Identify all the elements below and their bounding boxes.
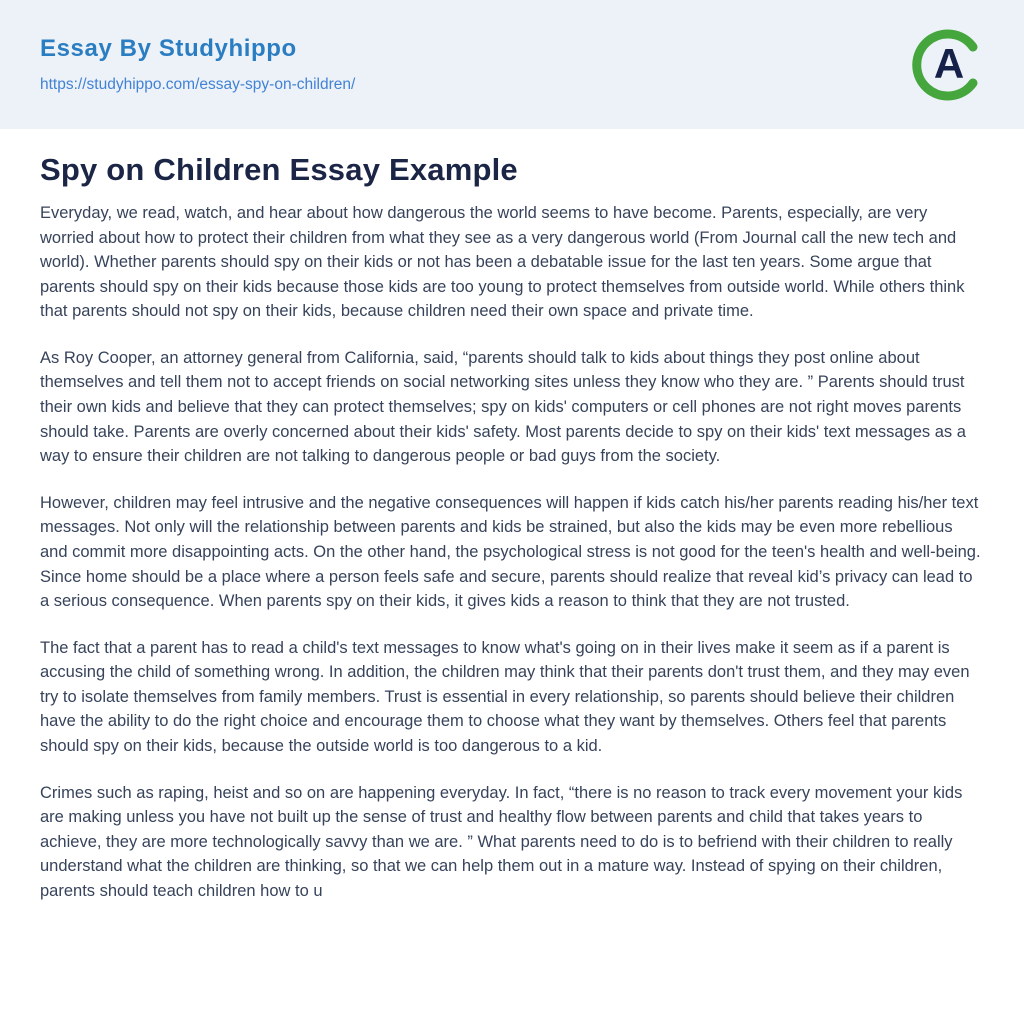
essay-paragraph-1: Everyday, we read, watch, and hear about how dangerous the world seems to have become. Parents, especially, are very worried about how to protect their children from what they see as a very dangerous world (From Journal call the new tech and world). Whether parents should spy on their kids or not has been a debatable issue for the last ten years. Some argue that parents should spy on their kids because those kids are too young to protect themselves from outside world. While others think that parents should not spy on their kids, because children need their own space and private time. <box>40 204 965 321</box>
essay-paragraph-3: However, children may feel intrusive and the negative consequences will happen if kids catch his/her parents reading his/her text messages. Not only will the relationship between parents and kids be strained, but also the kids may be even more rebellious and commit more disappointing acts. On the other hand, the psychological stress is not good for the teen's health and well-being. Since home should be a place where a person feels safe and secure, parents should realize that reveal kid’s privacy can lead to a serious consequence. When parents spy on their kids, it gives kids a reason to think that they are not trusted. <box>40 493 981 611</box>
essay-paragraph-5: Crimes such as raping, heist and so on are happening everyday. In fact, “there is no reason to track every movement your kids are making unless you have not built up the sense of trust and healthy flow between parents and child that takes years to achieve, they are more technologically savvy than we are. ” What parents need to do is to befriend with their children to really understand what the children are thinking, so that we can help them out in a mature way. Instead of spying on their children, parents should teach children how to u <box>40 783 963 900</box>
studyhippo-logo-icon <box>912 28 986 102</box>
essay-paragraph-4: The fact that a parent has to read a child's text messages to know what's going on in their lives make it seem as if a parent is accusing the child of something wrong. In addition, the children may think that their parents don't trust them, and they may even try to isolate themselves from family members. Trust is essential in every relationship, so parents should believe their children have the ability to do the right choice and encourage them to choose what they want by themselves. Others feel that parents should spy on their kids, because the outside world is too dangerous to a kid. <box>40 638 970 755</box>
logo-letter: A <box>933 39 965 87</box>
header-text-block <box>40 35 355 94</box>
page-header <box>0 0 1024 129</box>
article-body <box>0 129 1024 903</box>
essay-url-link[interactable]: https://studyhippo.com/essay-spy-on-children/ <box>40 76 356 93</box>
page-title: Spy on Children Essay Example <box>40 152 518 187</box>
essay-paragraph-2: As Roy Cooper, an attorney general from California, said, “parents should talk to kids about things they post online about themselves and tell them not to accept friends on social networking sites unless they know who they are. ” Parents should trust their own kids and believe that they can protect themselves; spy on kids' computers or cell phones are not right moves parents should take. Parents are overly concerned about their kids' safety. Most parents decide to spy on their kids' text messages as a way to ensure their children are not talking to dangerous people or bad guys from the society. <box>40 348 966 466</box>
site-title: Essay By Studyhippo <box>40 35 297 62</box>
